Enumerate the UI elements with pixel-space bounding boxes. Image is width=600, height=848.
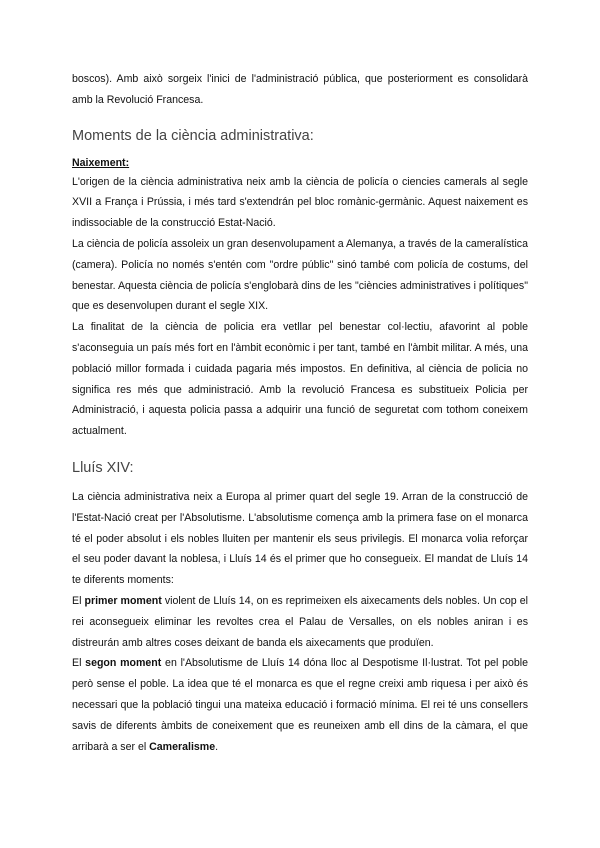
section-heading-lluis-xiv: Lluís XIV: <box>72 459 134 476</box>
cameralisme-bold: Cameralisme <box>149 740 216 753</box>
p2-post: violent de Lluís 14, on es reprimeixen els aixecaments dels nobles. Un cop el rei aconsegueix eliminar les revoltes crea el Palau de Versalles, on els nobles aniran i es distreurán amb altres coses deixant de banda els aixecaments que produïen. <box>72 594 528 649</box>
p2-pre: El <box>72 594 85 607</box>
p3-end: . <box>215 740 219 753</box>
intro-paragraph: boscos). Amb això sorgeix l'inici de l'administració pública, que posteriorment es consolidarà amb la Revolució Francesa. <box>72 73 528 106</box>
segon-moment-bold: segon moment <box>85 657 162 670</box>
lluis-paragraph-2 <box>72 591 528 653</box>
subheading-naixement: Naixement: <box>72 156 130 169</box>
primer-moment-bold: primer moment <box>84 594 162 607</box>
naixement-paragraph-1: L'origen de la ciència administrativa neix amb la ciència de policía o ciencies camerals al segle XVII a França i Prússia, i més tard s'extendrán pel bloc romànic-germànic. Aquest naixement es indissociable de la construcció Estat-Nació. <box>72 175 528 230</box>
lluis-paragraph-1: La ciència administrativa neix a Europa al primer quart del segle 19. Arran de la construcció de l'Estat-Nació creat per l'Absolutisme. L'absolutisme comença amb la primera fase on el monarca té el poder absolut i els nobles lluiten per mantenir els seus privilegis. El monarca volia reforçar el seu poder davant la noblesa, i Lluís 14 és el primer que ho consegueix. El mandat de Lluís 14 te diferents moments: <box>72 490 528 587</box>
section-heading-moments: Moments de la ciència administrativa: <box>72 127 314 144</box>
naixement-paragraph-2: La ciència de policía assoleix un gran desenvolupament a Alemanya, a través de la cameralística (camera). Policía no només s'entén com "ordre públic" sinó també com policía de costums, del benestar. Aquesta ciència de policía s'englobarà dins de les "ciències administratives i polítiques" que es desenvolupen durant el segle XIX. <box>72 237 528 313</box>
p3-pre: El <box>72 657 86 670</box>
p3-mid: en l'Absolutisme de Lluís 14 dóna lloc al Despotisme Il·lustrat. Tot pel poble però sense el poble. La idea que té el monarca es que el regne creixi amb riquesa i per això és necessari que la població tingui una mateixa educació i formació mínima. El rei té uns consellers savis de diferents àmbits de coneixement que es reuneixen amb ell dins de la càmara, el que arribarà a ser el <box>72 657 528 753</box>
lluis-paragraph-3 <box>72 653 528 757</box>
naixement-paragraph-3: La finalitat de la ciència de policia era vetllar pel benestar col·lectiu, afavorint al poble s'aconseguia un país més fort en l'àmbit econòmic i per tant, també en l'àmbit militar. A més, una població millor formada i cuidada pagaria més impostos. En definitiva, al ciència de policia no significa res més que administració. Amb la revolució Francesa es substitueix Policia per Administració, i aquesta policia passa a adquirir una funció de seguretat com tothom coneixem actualment. <box>72 321 528 438</box>
